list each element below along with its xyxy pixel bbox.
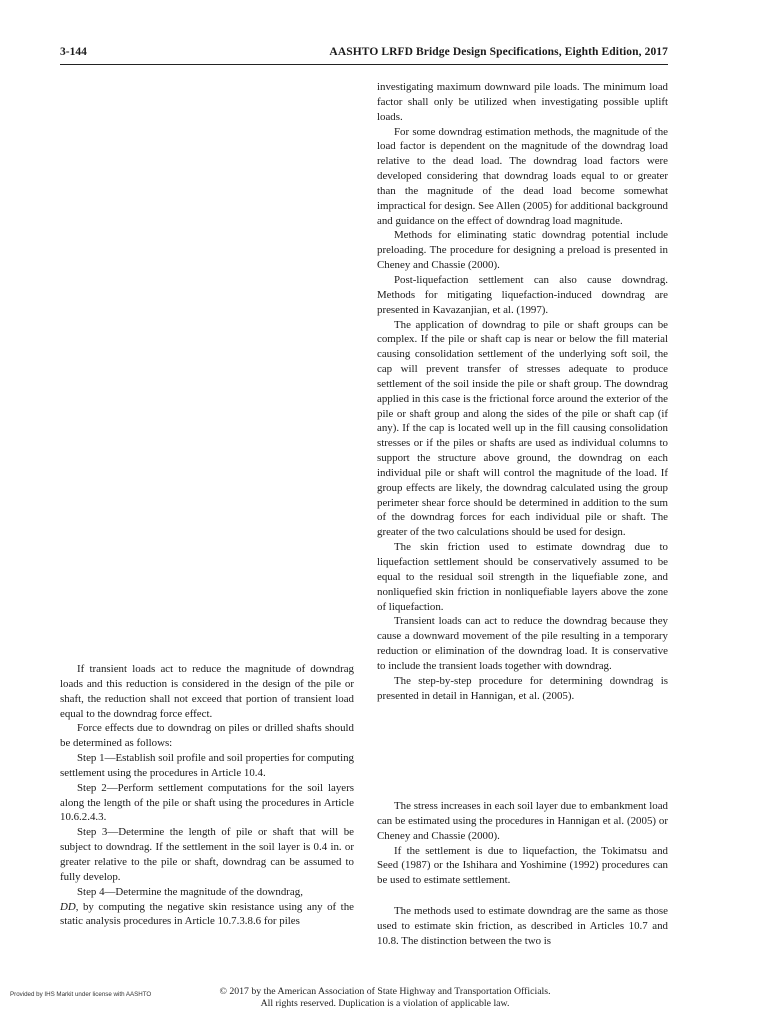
spec-paragraph: If transient loads act to reduce the magnitude of downdrag loads and this reduction is considered in the design of the pile or shaft, the reduction shall not exceed that portion of transient load equal to the downdrag force effect.: [60, 663, 354, 720]
step-text: Step 4—Determine the magnitude of the downdrag,: [77, 885, 303, 898]
downdrag-symbol: DD: [60, 900, 76, 913]
commentary-paragraph: The step-by-step procedure for determining downdrag is presented in detail in Hannigan, et al. (2005).: [377, 674, 668, 702]
commentary-paragraph: The application of downdrag to pile or shaft groups can be complex. If the pile or shaft cap is near or below the fill material causing consolidation settlement of the underlying soft soil, the cap will prevent transfer of stresses adequate to produce settlement of the soil inside the pile or shaft group. The downdrag applied in this case is the frictional force around the exterior of the pile or shaft group and along the sides of the pile or shaft cap (if any). If the cap is located well up in the fill causing consolidation stresses or if the piles or shafts are used as individual columns to support the structure above ground, the downdrag on each individual pile or shaft will control the magnitude of the load. If group effects are likely, the downdrag calculated using the group perimeter shear force should be determined in addition to the sum of the downdrag forces for each individual pile or shaft. The greater of the two calculations should be used for design.: [377, 318, 668, 539]
header-rule: [60, 64, 668, 65]
spec-step: [60, 885, 354, 930]
spec-paragraph: Force effects due to downdrag on piles or drilled shafts should be determined as follows:: [60, 722, 354, 750]
commentary-paragraph: The methods used to estimate downdrag are the same as those used to estimate skin friction, as described in Articles 10.7 and 10.8. The distinction between the two is: [377, 905, 668, 947]
running-head: AASHTO LRFD Bridge Design Specifications, Eighth Edition, 2017: [329, 46, 668, 58]
commentary-column-bottom: [377, 904, 668, 949]
commentary-paragraph: The skin friction used to estimate downdrag due to liquefaction settlement should be conservatively assumed to be equal to the residual soil strength in the liquefiable zone, and nonliquefied skin friction in nonliquefiable layers above the zone of liquefaction.: [377, 541, 668, 613]
page-number: 3-144: [60, 46, 87, 58]
commentary-paragraph: For some downdrag estimation methods, the magnitude of the load factor is dependent on the magnitude of the downdrag load relative to the dead load. The downdrag load factors were developed considering that downdrag loads equal to or greater than the magnitude of the dead load become somewhat impractical for design. See Allen (2005) for additional background and guidance on the effect of downdrag load magnitude.: [377, 125, 668, 227]
commentary-paragraph: investigating maximum downward pile loads. The minimum load factor shall only be utilized when investigating possible uplift loads.: [377, 81, 668, 123]
spec-step: Step 2—Perform settlement computations for the soil layers along the length of the pile or shaft using the procedures in Article 10.6.2.4.3.: [60, 781, 354, 824]
copyright-line: All rights reserved. Duplication is a violation of applicable law.: [260, 998, 510, 1009]
commentary-paragraph: Methods for eliminating static downdrag potential include preloading. The procedure for designing a preload is presented in Cheney and Chassie (2000).: [377, 229, 668, 272]
spec-step: Step 3—Determine the length of pile or shaft that will be subject to downdrag. If the settlement in the soil layer is 0.4 in. or greater relative to the pile or shaft, downdrag can be assumed to fully develop.: [60, 826, 354, 883]
copyright-notice: [150, 986, 620, 1010]
commentary-paragraph: The stress increases in each soil layer due to embankment load can be estimated using the procedures in Hannigan et al. (2005) or Cheney and Chassie (2000).: [377, 800, 668, 842]
spec-step: Step 1—Establish soil profile and soil properties for computing settlement using the procedures in Article 10.4.: [60, 752, 354, 779]
commentary-paragraph: Transient loads can act to reduce the downdrag because they cause a downward movement of the pile resulting in a temporary reduction or elimination of the downdrag load. It is conservative to include the transient loads together with downdrag.: [377, 615, 668, 672]
commentary-paragraph: If the settlement is due to liquefaction, the Tokimatsu and Seed (1987) or the Ishihara and Yoshimine (1992) procedures can be used to estimate settlement.: [377, 844, 668, 887]
commentary-paragraph: Post-liquefaction settlement can also cause downdrag. Methods for mitigating liquefaction-induced downdrag are presented in Kavazanjian, et al. (1997).: [377, 273, 668, 316]
page-header: [60, 46, 668, 62]
commentary-column-mid: [377, 799, 668, 888]
specification-column: [60, 662, 354, 929]
copyright-line: © 2017 by the American Association of State Highway and Transportation Officials.: [219, 986, 551, 997]
step-text: , by computing the negative skin resistance using any of the static analysis procedures in Article 10.7.3.8.6 for piles: [60, 900, 354, 928]
provider-note: Provided by IHS Markit under license with AASHTO: [10, 991, 152, 998]
commentary-column-top: [377, 80, 668, 703]
